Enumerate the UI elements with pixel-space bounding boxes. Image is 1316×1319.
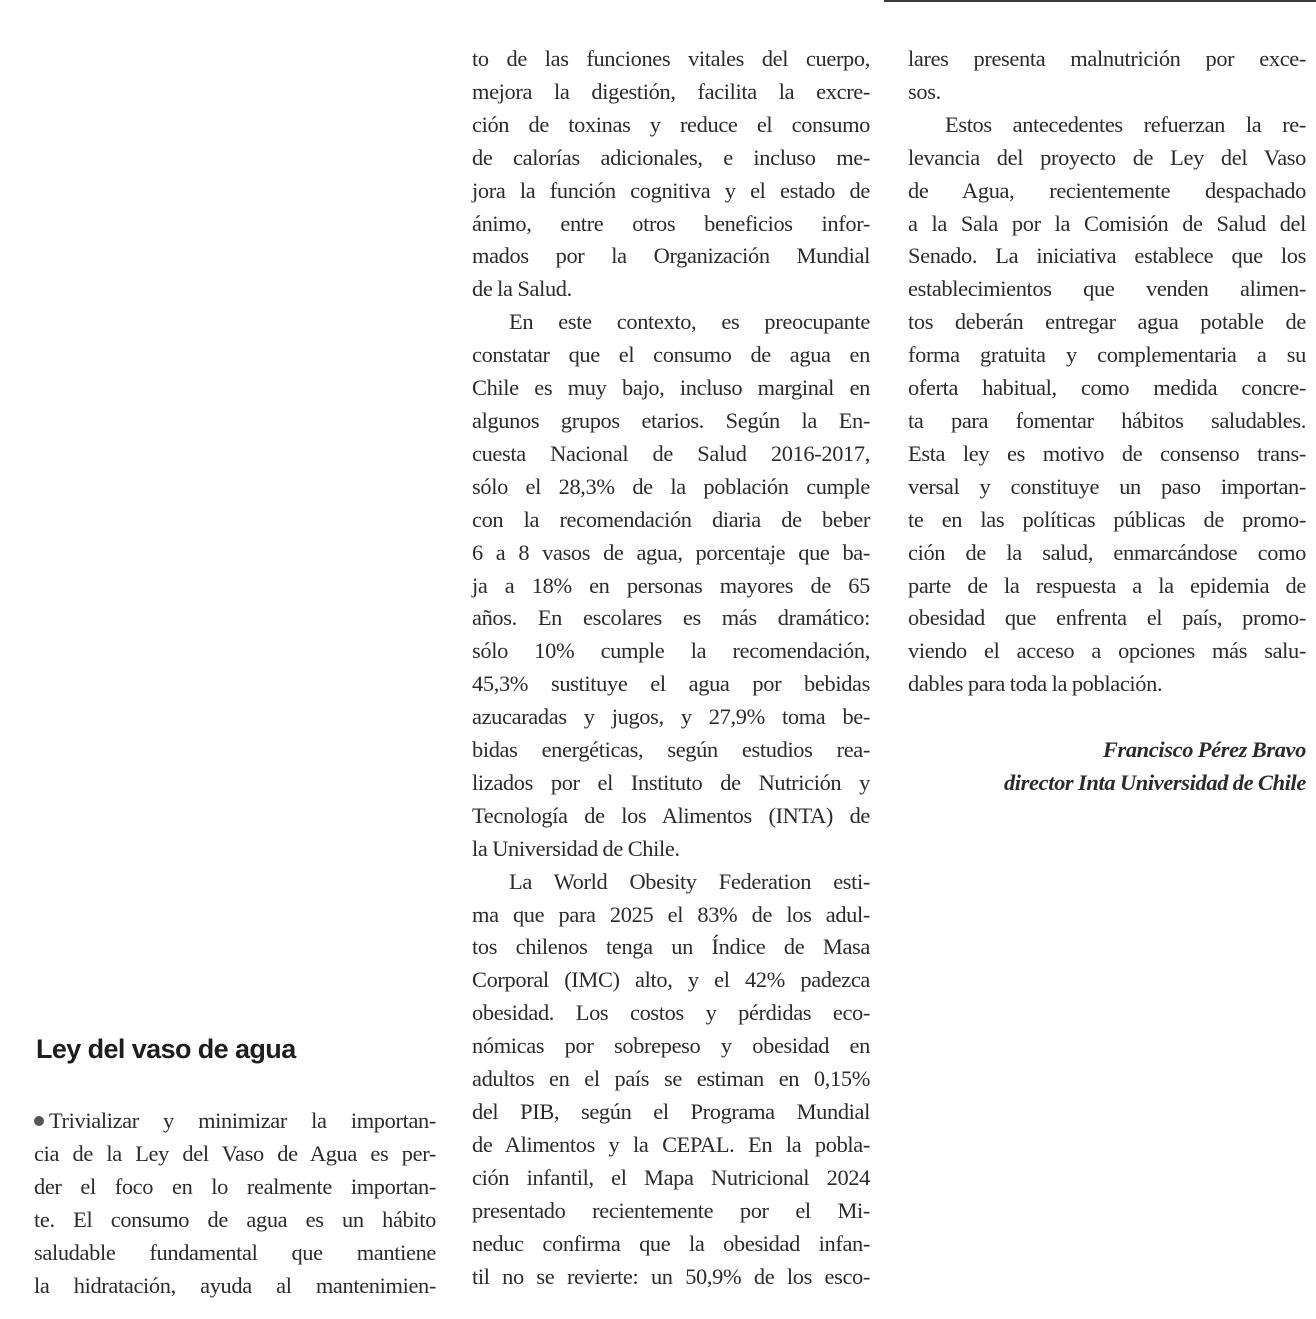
- text-line: ta para fomentar hábitos saludables.: [908, 407, 1306, 433]
- text-line: tos deberán entregar agua potable de: [908, 309, 1306, 335]
- signature-title: director Inta Universidad de Chile: [1003, 769, 1306, 795]
- text-line: ción infantil, el Mapa Nutricional 2024: [472, 1164, 870, 1190]
- text-line: cuesta Nacional de Salud 2016-2017,: [472, 440, 870, 466]
- text-line: la Universidad de Chile.: [472, 835, 680, 861]
- text-line: sólo 10% cumple la recomendación,: [472, 638, 870, 664]
- text-line: Trivializar y minimizar la importan-: [34, 1105, 436, 1138]
- text-line: versal y constituye un paso importan-: [908, 473, 1306, 499]
- column-1: [34, 1105, 436, 1302]
- text-line: de Agua, recientemente despachado: [908, 177, 1306, 203]
- text-line: nómicas por sobrepeso y obesidad en: [472, 1033, 870, 1059]
- text-line: te en las políticas públicas de promo-: [908, 506, 1306, 532]
- text-line: mejora la digestión, facilita la excre-: [472, 78, 870, 104]
- text-line: lares presenta malnutrición por exce-: [908, 46, 1306, 71]
- text-line: ja a 18% en personas mayores de 65: [472, 572, 870, 598]
- text-line: viendo el acceso a opciones más salu-: [908, 638, 1306, 664]
- text-line: obesidad que enfrenta el país, promo-: [908, 605, 1306, 631]
- text-line: del PIB, según el Programa Mundial: [472, 1099, 870, 1124]
- text-line: bidas energéticas, según estudios rea-: [472, 737, 870, 763]
- text-line: Corporal (IMC) alto, y el 42% padezca: [472, 967, 870, 993]
- signature-name: Francisco Pérez Bravo: [1102, 737, 1306, 763]
- text-line: neduc confirma que la obesidad infan-: [472, 1230, 870, 1256]
- column-3: [908, 43, 1306, 800]
- text-line: dables para toda la población.: [908, 671, 1163, 697]
- text-line: de Alimentos y la CEPAL. En la pobla-: [472, 1131, 870, 1157]
- article-headline: Ley del vaso de agua: [36, 1034, 296, 1064]
- top-rule: [884, 0, 1316, 2]
- text-line: ánimo, entre otros beneficios infor-: [472, 210, 870, 236]
- text-line: oferta habitual, como medida concre-: [908, 375, 1306, 401]
- text-line: Esta ley es motivo de consenso trans-: [908, 440, 1306, 466]
- text-line: cia de la Ley del Vaso de Agua es per-: [34, 1140, 436, 1166]
- text-line: saludable fundamental que mantiene: [34, 1239, 436, 1265]
- text-line: obesidad. Los costos y pérdidas eco-: [472, 1000, 870, 1026]
- text-line: a la Sala por la Comisión de Salud del: [908, 210, 1306, 236]
- text-line: de la Salud.: [472, 276, 572, 302]
- text-line: der el foco en lo realmente importan-: [34, 1173, 436, 1199]
- text-line: constatar que el consumo de agua en: [472, 342, 870, 368]
- text-line: Estos antecedentes refuerzan la re-: [945, 111, 1306, 137]
- bullet-icon: [34, 1116, 44, 1126]
- text-line: adultos en el país se estiman en 0,15%: [472, 1066, 870, 1092]
- text-line: con la recomendación diaria de beber: [472, 506, 870, 532]
- text-line: to de las funciones vitales del cuerpo,: [472, 46, 870, 71]
- text-line: 45,3% sustituye el agua por bebidas: [472, 671, 870, 697]
- text-line: presentado recientemente por el Mi-: [472, 1197, 870, 1223]
- text-line: Chile es muy bajo, incluso marginal en: [472, 375, 870, 401]
- text-line: til no se revierte: un 50,9% de los esco-: [472, 1263, 870, 1289]
- text-line: ción de la salud, enmarcándose como: [908, 539, 1306, 565]
- text-line: la hidratación, ayuda al mantenimien-: [34, 1272, 436, 1298]
- text-line: La World Obesity Federation esti-: [509, 868, 870, 894]
- text-line: años. En escolares es más dramático:: [472, 605, 870, 631]
- spacer: [908, 701, 1306, 734]
- text-line: jora la función cognitiva y el estado de: [472, 177, 870, 203]
- text-line: azucaradas y jugos, y 27,9% toma be-: [472, 704, 870, 730]
- text-line: ma que para 2025 el 83% de los adul-: [472, 901, 870, 927]
- text-line: parte de la respuesta a la epidemia de: [908, 572, 1306, 598]
- text-line: sos.: [908, 78, 941, 104]
- text-line: Senado. La iniciativa establece que los: [908, 243, 1306, 269]
- text-line: tos chilenos tenga un Índice de Masa: [472, 934, 870, 960]
- text-line: Tecnología de los Alimentos (INTA) de: [472, 802, 870, 828]
- text-line: forma gratuita y complementaria a su: [908, 342, 1306, 368]
- text-line: te. El consumo de agua es un hábito: [34, 1206, 436, 1232]
- text-line: lizados por el Instituto de Nutrición y: [472, 769, 870, 795]
- text-line: algunos grupos etarios. Según la En-: [472, 407, 870, 433]
- column-2: [472, 43, 870, 1293]
- text-line: 6 a 8 vasos de agua, porcentaje que ba-: [472, 539, 870, 565]
- text-line: levancia del proyecto de Ley del Vaso: [908, 144, 1306, 170]
- text-line: En este contexto, es preocupante: [509, 309, 870, 335]
- text-line: sólo el 28,3% de la población cumple: [472, 473, 870, 499]
- text-line: ción de toxinas y reduce el consumo: [472, 111, 870, 137]
- text-line: establecimientos que venden alimen-: [908, 276, 1306, 302]
- text-line: de calorías adicionales, e incluso me-: [472, 144, 870, 170]
- text-line: mados por la Organización Mundial: [472, 243, 870, 269]
